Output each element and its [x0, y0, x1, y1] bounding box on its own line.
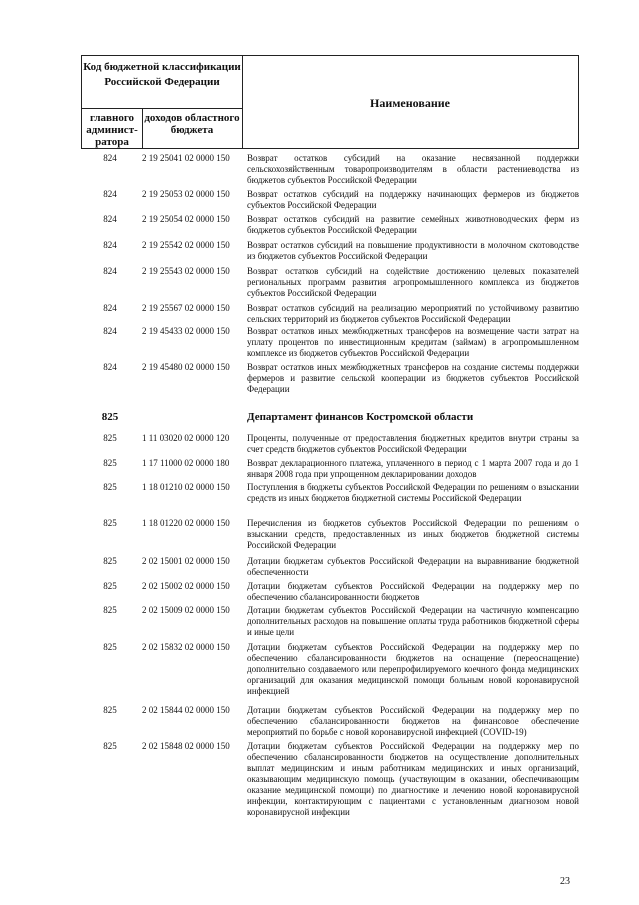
income-code: 1 18 01220 02 0000 150	[142, 518, 230, 528]
income-name: Поступления в бюджеты субъектов Российской Федерации по решениям о взыскании средств из иных бюджетов бюджетной системы Российской Федерации	[247, 482, 579, 503]
admin-code: 825	[103, 741, 117, 751]
admin-code: 825	[103, 642, 117, 652]
admin-code: 825	[103, 581, 117, 591]
income-name: Дотации бюджетам субъектов Российской Федерации на выравнивание бюджетной обеспеченности	[247, 556, 579, 577]
admin-code: 825	[103, 482, 117, 492]
income-name: Возврат остатков субсидий на развитие семейных животноводческих ферм из бюджетов субъектов Российской Федерации	[247, 214, 579, 235]
income-name: Возврат декларационного платежа, уплаченного в период с 1 марта 2007 года и до 1 января 2008 года при упрощенном декларировании доходов	[247, 458, 579, 479]
admin-code: 824	[103, 303, 117, 313]
income-code: 2 02 15848 02 0000 150	[142, 741, 230, 751]
income-code: 2 19 45433 02 0000 150	[142, 326, 230, 336]
income-name: Дотации бюджетам субъектов Российской Федерации на поддержку мер по обеспечению сбалансированности бюджетов	[247, 581, 579, 602]
admin-code: 825	[103, 518, 117, 528]
admin-code: 825	[103, 433, 117, 443]
admin-code: 824	[103, 153, 117, 163]
header-code-title: Код бюджетной классификации Российской Федерации	[83, 61, 241, 88]
header-col-income: доходов областного бюджета	[144, 112, 240, 136]
table-header	[81, 55, 579, 149]
income-code: 2 02 15844 02 0000 150	[142, 705, 230, 715]
income-code: 2 19 25053 02 0000 150	[142, 189, 230, 199]
income-name: Дотации бюджетам субъектов Российской Федерации на поддержку мер по обеспечению сбалансированности бюджетов на финансовое обеспечение мероприятий по борьбе с новой коронавирусной инфекцией (COVID-19)	[247, 705, 579, 737]
income-code: 1 11 03020 02 0000 120	[142, 433, 230, 443]
income-code: 2 19 25567 02 0000 150	[142, 303, 230, 313]
admin-code: 824	[103, 266, 117, 276]
income-code: 2 02 15009 02 0000 150	[142, 605, 230, 615]
section-title: Департамент финансов Костромской области	[247, 411, 474, 423]
admin-code: 825	[103, 458, 117, 468]
income-name: Возврат остатков иных межбюджетных трансферов на создание системы поддержки фермеров и развитие сельской кооперации из бюджетов субъектов Российской Федерации	[247, 362, 579, 394]
income-name: Возврат остатков субсидий на оказание несвязанной поддержки сельскохозяйственным товаропроизводителям в области растениеводства из бюджетов субъектов Российской Федерации	[247, 153, 579, 185]
admin-code: 825	[103, 705, 117, 715]
income-name: Возврат остатков субсидий на содействие достижению целевых показателей региональных программ развития агропромышленного комплекса из бюджетов субъектов Российской Федерации	[247, 266, 579, 298]
income-name: Возврат остатков субсидий на реализацию мероприятий по устойчивому развитию сельских территорий из бюджетов субъектов Российской Федерации	[247, 303, 579, 324]
income-name: Возврат остатков субсидий на поддержку начинающих фермеров из бюджетов субъектов Российской Федерации	[247, 189, 579, 210]
admin-code: 824	[103, 189, 117, 199]
income-name: Дотации бюджетам субъектов Российской Федерации на поддержку мер по обеспечению сбалансированности бюджетов на оснащение (переоснащение) дополнительно создаваемого или перепрофилируемого коечного фонда медицинских организаций для оказания медицинской помощи больным новой коронавирусной инфекцией	[247, 642, 579, 696]
page-number: 23	[560, 876, 570, 887]
income-name: Возврат остатков субсидий на повышение продуктивности в молочном скотоводстве из бюджетов субъектов Российской Федерации	[247, 240, 579, 261]
income-name: Возврат остатков иных межбюджетных трансферов на возмещение части затрат на уплату процентов по инвестиционным кредитам (займам) в агропромышленном комплексе из бюджетов субъектов Российской Федерации	[247, 326, 579, 358]
income-name: Перечисления из бюджетов субъектов Российской Федерации по решениям о взыскании средств, предоставленных из иных бюджетов бюджетной системы Российской Федерации	[247, 518, 579, 550]
admin-code: 825	[103, 605, 117, 615]
income-name: Дотации бюджетам субъектов Российской Федерации на поддержку мер по обеспечению сбалансированности бюджетов на осуществление дополнительных выплат медицинским и иным работникам медицинских и иных организаций, оказывающим медицинскую помощь (участвующим в оказании, обеспечивающим оказание медицинской помощи) по диагностике и лечению новой коронавирусной инфекции, контактирующим с пациентами с установленным диагнозом новой коронавирусной инфекции	[247, 741, 579, 817]
income-code: 1 18 01210 02 0000 150	[142, 482, 230, 492]
admin-code: 824	[103, 362, 117, 372]
header-col-admin: главного админист-ратора	[86, 112, 138, 148]
admin-code: 825	[103, 556, 117, 566]
admin-code: 825	[101, 411, 119, 423]
income-code: 2 19 25542 02 0000 150	[142, 240, 230, 250]
header-divider	[82, 108, 242, 109]
income-name: Дотации бюджетам субъектов Российской Федерации на частичную компенсацию дополнительных расходов на повышение оплаты труда работников бюджетной сферы и иные цели	[247, 605, 579, 637]
income-code: 2 19 25054 02 0000 150	[142, 214, 230, 224]
income-code: 2 19 45480 02 0000 150	[142, 362, 230, 372]
income-code: 2 02 15832 02 0000 150	[142, 642, 230, 652]
income-code: 2 19 25041 02 0000 150	[142, 153, 230, 163]
income-code: 2 02 15002 02 0000 150	[142, 581, 230, 591]
header-name-title: Наименование	[370, 96, 450, 110]
income-name: Проценты, полученные от предоставления бюджетных кредитов внутри страны за счет средств бюджетов субъектов Российской Федерации	[247, 433, 579, 454]
income-code: 2 19 25543 02 0000 150	[142, 266, 230, 276]
admin-code: 824	[103, 214, 117, 224]
admin-code: 824	[103, 240, 117, 250]
income-code: 1 17 11000 02 0000 180	[142, 458, 230, 468]
income-code: 2 02 15001 02 0000 150	[142, 556, 230, 566]
admin-code: 824	[103, 326, 117, 336]
